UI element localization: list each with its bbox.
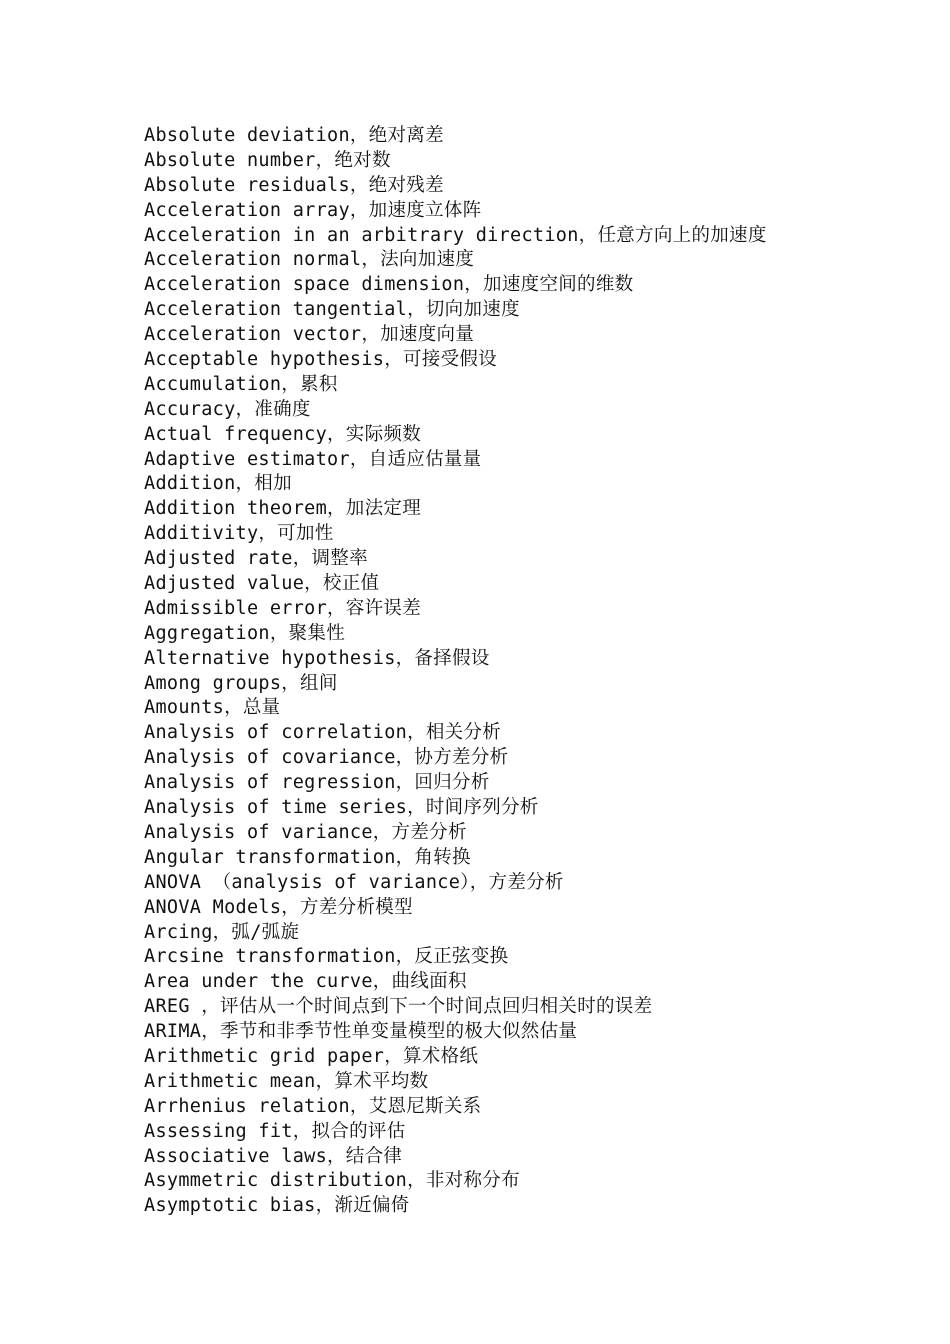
glossary-entry: Additivity，可加性 bbox=[144, 523, 334, 545]
glossary-entry: Associative laws，结合律 bbox=[144, 1145, 403, 1167]
glossary-entry: ANOVA Models，方差分析模型 bbox=[144, 896, 413, 918]
glossary-entry: Accumulation，累积 bbox=[144, 373, 338, 395]
glossary-entry: Area under the curve，曲线面积 bbox=[144, 971, 467, 993]
glossary-entry: Analysis of regression，回归分析 bbox=[144, 772, 490, 794]
glossary-entry: Absolute residuals，绝对残差 bbox=[144, 174, 444, 196]
glossary-entry: Arithmetic mean，算术平均数 bbox=[144, 1070, 429, 1092]
glossary-entry: Assessing fit，拟合的评估 bbox=[144, 1120, 406, 1142]
glossary-entry: Actual frequency，实际频数 bbox=[144, 423, 422, 445]
glossary-entry: Asymmetric distribution，非对称分布 bbox=[144, 1170, 520, 1192]
glossary-entry: Among groups，组间 bbox=[144, 672, 338, 694]
glossary-entry: AREG ，评估从一个时间点到下一个时间点回归相关时的误差 bbox=[144, 996, 653, 1018]
glossary-entry: Acceleration normal，法向加速度 bbox=[144, 249, 475, 271]
glossary-entry: Alternative hypothesis，备择假设 bbox=[144, 647, 490, 669]
glossary-entry: Amounts，总量 bbox=[144, 697, 281, 719]
glossary-entry: Acceleration in an arbitrary direction，任意方向上的加速度 bbox=[144, 224, 767, 246]
glossary-entry: Absolute number，绝对数 bbox=[144, 149, 391, 171]
glossary-list bbox=[144, 124, 924, 1219]
glossary-entry: Aggregation，聚集性 bbox=[144, 622, 346, 644]
glossary-entry: Arcsine transformation，反正弦变换 bbox=[144, 946, 509, 968]
glossary-entry: Adaptive estimator，自适应估量量 bbox=[144, 448, 482, 470]
glossary-entry: ARIMA，季节和非季节性单变量模型的极大似然估量 bbox=[144, 1021, 578, 1043]
glossary-entry: Analysis of time series，时间序列分析 bbox=[144, 797, 539, 819]
glossary-entry: Adjusted value，校正值 bbox=[144, 573, 380, 595]
glossary-entry: Acceleration tangential，切向加速度 bbox=[144, 299, 520, 321]
glossary-entry: Asymptotic bias，渐近偏倚 bbox=[144, 1195, 410, 1217]
glossary-entry: Analysis of variance，方差分析 bbox=[144, 821, 467, 843]
glossary-entry: Arrhenius relation，艾恩尼斯关系 bbox=[144, 1095, 482, 1117]
glossary-entry: Absolute deviation，绝对离差 bbox=[144, 125, 444, 146]
glossary-entry: Adjusted rate，调整率 bbox=[144, 548, 368, 570]
glossary-entry: Arcing，弧/弧旋 bbox=[144, 921, 300, 943]
glossary-entry: Accuracy，准确度 bbox=[144, 398, 311, 420]
glossary-entry: Addition，相加 bbox=[144, 473, 292, 495]
glossary-entry: Acceleration space dimension，加速度空间的维数 bbox=[144, 274, 634, 296]
glossary-entry: Arithmetic grid paper，算术格纸 bbox=[144, 1045, 479, 1067]
glossary-entry: Acceleration array，加速度立体阵 bbox=[144, 199, 482, 221]
glossary-entry: Acceptable hypothesis，可接受假设 bbox=[144, 349, 497, 371]
glossary-entry: Acceleration vector，加速度向量 bbox=[144, 324, 475, 346]
glossary-entry: Analysis of covariance，协方差分析 bbox=[144, 747, 509, 769]
glossary-entry: Angular transformation，角转换 bbox=[144, 846, 471, 868]
glossary-entry: ANOVA （analysis of variance），方差分析 bbox=[144, 871, 564, 893]
glossary-entry: Analysis of correlation，相关分析 bbox=[144, 722, 502, 744]
glossary-entry: Admissible error，容许误差 bbox=[144, 597, 422, 619]
glossary-entry: Addition theorem，加法定理 bbox=[144, 498, 422, 520]
